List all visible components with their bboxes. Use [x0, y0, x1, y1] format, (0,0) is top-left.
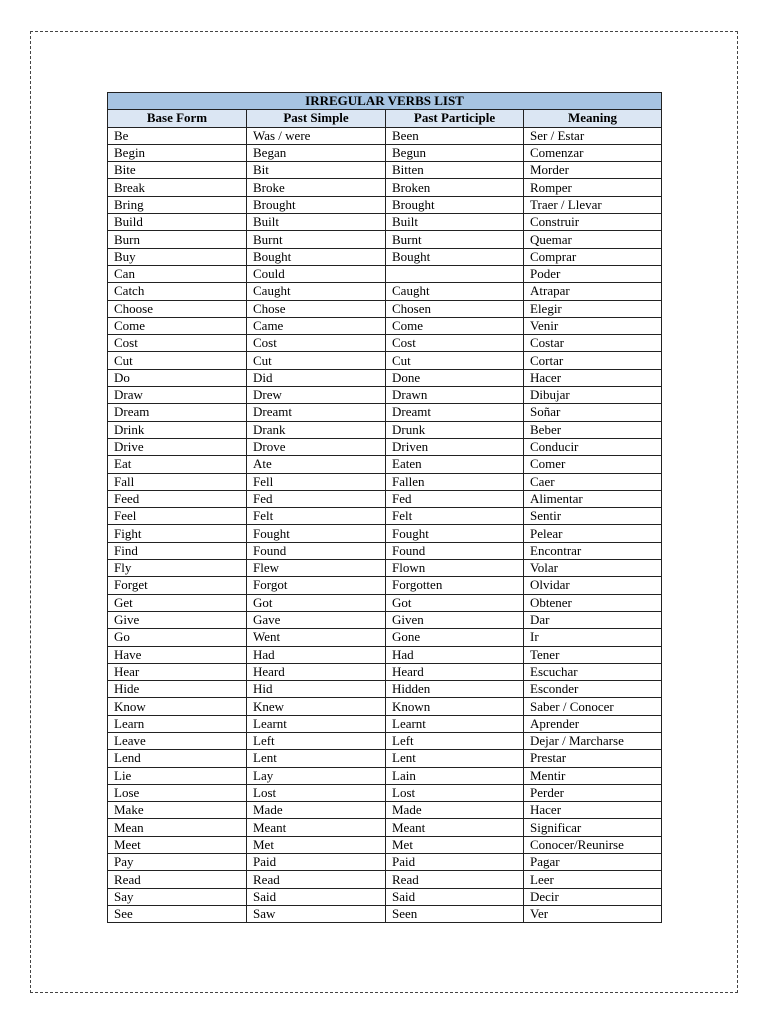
table-row: [108, 335, 662, 352]
base-form-cell: Meet: [108, 836, 247, 853]
base-form-cell: See: [108, 905, 247, 922]
table-row: [108, 144, 662, 161]
past-participle-cell: Heard: [386, 663, 524, 680]
table-row: [108, 369, 662, 386]
base-form-cell: Fly: [108, 560, 247, 577]
past-simple-cell: Could: [247, 265, 386, 282]
table-row: [108, 836, 662, 853]
table-row: [108, 577, 662, 594]
base-form-cell: Eat: [108, 456, 247, 473]
past-participle-cell: [386, 265, 524, 282]
base-form-cell: Lose: [108, 784, 247, 801]
past-participle-cell: Bought: [386, 248, 524, 265]
past-simple-cell: Brought: [247, 196, 386, 213]
table-row: [108, 888, 662, 905]
base-form-cell: Build: [108, 214, 247, 231]
meaning-cell: Soñar: [524, 404, 662, 421]
meaning-cell: Comprar: [524, 248, 662, 265]
meaning-cell: Quemar: [524, 231, 662, 248]
past-participle-cell: Burnt: [386, 231, 524, 248]
past-participle-cell: Flown: [386, 560, 524, 577]
past-participle-cell: Lent: [386, 750, 524, 767]
meaning-cell: Comer: [524, 456, 662, 473]
meaning-cell: Obtener: [524, 594, 662, 611]
meaning-cell: Prestar: [524, 750, 662, 767]
base-form-cell: Begin: [108, 144, 247, 161]
table-row: [108, 767, 662, 784]
past-participle-cell: Built: [386, 214, 524, 231]
meaning-cell: Romper: [524, 179, 662, 196]
past-simple-cell: Came: [247, 317, 386, 334]
past-participle-cell: Given: [386, 611, 524, 628]
past-simple-cell: Bit: [247, 162, 386, 179]
table-row: [108, 681, 662, 698]
base-form-cell: Fight: [108, 525, 247, 542]
past-simple-cell: Went: [247, 629, 386, 646]
past-participle-cell: Seen: [386, 905, 524, 922]
past-simple-cell: Bought: [247, 248, 386, 265]
past-simple-cell: Was / were: [247, 127, 386, 144]
past-simple-cell: Met: [247, 836, 386, 853]
past-simple-cell: Flew: [247, 560, 386, 577]
past-participle-cell: Forgotten: [386, 577, 524, 594]
past-participle-cell: Paid: [386, 854, 524, 871]
base-form-cell: Mean: [108, 819, 247, 836]
header-meaning: Meaning: [524, 110, 662, 127]
past-simple-cell: Lent: [247, 750, 386, 767]
table-row: [108, 421, 662, 438]
table-row: [108, 905, 662, 922]
base-form-cell: Feel: [108, 508, 247, 525]
table-row: [108, 490, 662, 507]
past-simple-cell: Fell: [247, 473, 386, 490]
table-title-row: [108, 93, 662, 110]
meaning-cell: Sentir: [524, 508, 662, 525]
past-simple-cell: Cut: [247, 352, 386, 369]
base-form-cell: Pay: [108, 854, 247, 871]
meaning-cell: Venir: [524, 317, 662, 334]
table-row: [108, 629, 662, 646]
base-form-cell: Buy: [108, 248, 247, 265]
past-simple-cell: Cost: [247, 335, 386, 352]
meaning-cell: Olvidar: [524, 577, 662, 594]
meaning-cell: Comenzar: [524, 144, 662, 161]
past-simple-cell: Drank: [247, 421, 386, 438]
base-form-cell: Go: [108, 629, 247, 646]
meaning-cell: Pagar: [524, 854, 662, 871]
past-simple-cell: Hid: [247, 681, 386, 698]
table-row: [108, 611, 662, 628]
past-participle-cell: Lain: [386, 767, 524, 784]
meaning-cell: Alimentar: [524, 490, 662, 507]
base-form-cell: Lend: [108, 750, 247, 767]
past-participle-cell: Fought: [386, 525, 524, 542]
meaning-cell: Conocer/Reunirse: [524, 836, 662, 853]
past-simple-cell: Lay: [247, 767, 386, 784]
base-form-cell: Break: [108, 179, 247, 196]
past-simple-cell: Read: [247, 871, 386, 888]
table-row: [108, 265, 662, 282]
meaning-cell: Decir: [524, 888, 662, 905]
base-form-cell: Leave: [108, 732, 247, 749]
table-row: [108, 802, 662, 819]
base-form-cell: Dream: [108, 404, 247, 421]
past-simple-cell: Left: [247, 732, 386, 749]
meaning-cell: Elegir: [524, 300, 662, 317]
meaning-cell: Cortar: [524, 352, 662, 369]
table-row: [108, 871, 662, 888]
header-past-simple: Past Simple: [247, 110, 386, 127]
meaning-cell: Traer / Llevar: [524, 196, 662, 213]
base-form-cell: Can: [108, 265, 247, 282]
past-participle-cell: Broken: [386, 179, 524, 196]
meaning-cell: Perder: [524, 784, 662, 801]
meaning-cell: Conducir: [524, 438, 662, 455]
past-participle-cell: Eaten: [386, 456, 524, 473]
table-row: [108, 750, 662, 767]
past-simple-cell: Drove: [247, 438, 386, 455]
table-row: [108, 456, 662, 473]
past-simple-cell: Began: [247, 144, 386, 161]
base-form-cell: Cost: [108, 335, 247, 352]
table-row: [108, 663, 662, 680]
past-participle-cell: Made: [386, 802, 524, 819]
irregular-verbs-table: [107, 92, 662, 923]
meaning-cell: Pelear: [524, 525, 662, 542]
past-participle-cell: Gone: [386, 629, 524, 646]
table-row: [108, 300, 662, 317]
base-form-cell: Fall: [108, 473, 247, 490]
table-row: [108, 404, 662, 421]
past-simple-cell: Built: [247, 214, 386, 231]
past-simple-cell: Drew: [247, 387, 386, 404]
table-body: [108, 127, 662, 923]
past-participle-cell: Said: [386, 888, 524, 905]
base-form-cell: Find: [108, 542, 247, 559]
past-simple-cell: Had: [247, 646, 386, 663]
past-participle-cell: Read: [386, 871, 524, 888]
past-participle-cell: Bitten: [386, 162, 524, 179]
past-participle-cell: Done: [386, 369, 524, 386]
meaning-cell: Encontrar: [524, 542, 662, 559]
past-simple-cell: Burnt: [247, 231, 386, 248]
past-simple-cell: Saw: [247, 905, 386, 922]
past-participle-cell: Hidden: [386, 681, 524, 698]
table-row: [108, 127, 662, 144]
past-participle-cell: Had: [386, 646, 524, 663]
past-participle-cell: Begun: [386, 144, 524, 161]
past-participle-cell: Meant: [386, 819, 524, 836]
table-row: [108, 854, 662, 871]
past-simple-cell: Felt: [247, 508, 386, 525]
meaning-cell: Dejar / Marcharse: [524, 732, 662, 749]
header-past-participle: Past Participle: [386, 110, 524, 127]
table-row: [108, 438, 662, 455]
past-simple-cell: Meant: [247, 819, 386, 836]
meaning-cell: Esconder: [524, 681, 662, 698]
table-row: [108, 525, 662, 542]
table-title: IRREGULAR VERBS LIST: [108, 93, 662, 110]
meaning-cell: Caer: [524, 473, 662, 490]
past-simple-cell: Caught: [247, 283, 386, 300]
past-simple-cell: Chose: [247, 300, 386, 317]
past-simple-cell: Fed: [247, 490, 386, 507]
meaning-cell: Ser / Estar: [524, 127, 662, 144]
table-row: [108, 508, 662, 525]
base-form-cell: Cut: [108, 352, 247, 369]
meaning-cell: Mentir: [524, 767, 662, 784]
base-form-cell: Give: [108, 611, 247, 628]
meaning-cell: Ir: [524, 629, 662, 646]
past-simple-cell: Got: [247, 594, 386, 611]
past-simple-cell: Lost: [247, 784, 386, 801]
table-row: [108, 732, 662, 749]
past-simple-cell: Did: [247, 369, 386, 386]
past-participle-cell: Been: [386, 127, 524, 144]
past-participle-cell: Cost: [386, 335, 524, 352]
table-row: [108, 560, 662, 577]
table-row: [108, 646, 662, 663]
past-simple-cell: Heard: [247, 663, 386, 680]
past-participle-cell: Drawn: [386, 387, 524, 404]
table-row: [108, 162, 662, 179]
past-simple-cell: Found: [247, 542, 386, 559]
meaning-cell: Hacer: [524, 369, 662, 386]
meaning-cell: Beber: [524, 421, 662, 438]
base-form-cell: Learn: [108, 715, 247, 732]
past-participle-cell: Dreamt: [386, 404, 524, 421]
meaning-cell: Poder: [524, 265, 662, 282]
past-participle-cell: Got: [386, 594, 524, 611]
past-simple-cell: Dreamt: [247, 404, 386, 421]
past-simple-cell: Said: [247, 888, 386, 905]
table-row: [108, 387, 662, 404]
past-participle-cell: Driven: [386, 438, 524, 455]
past-participle-cell: Come: [386, 317, 524, 334]
meaning-cell: Dibujar: [524, 387, 662, 404]
meaning-cell: Construir: [524, 214, 662, 231]
past-participle-cell: Found: [386, 542, 524, 559]
table-row: [108, 214, 662, 231]
meaning-cell: Ver: [524, 905, 662, 922]
meaning-cell: Atrapar: [524, 283, 662, 300]
base-form-cell: Hide: [108, 681, 247, 698]
meaning-cell: Aprender: [524, 715, 662, 732]
meaning-cell: Volar: [524, 560, 662, 577]
base-form-cell: Say: [108, 888, 247, 905]
past-participle-cell: Met: [386, 836, 524, 853]
base-form-cell: Be: [108, 127, 247, 144]
base-form-cell: Choose: [108, 300, 247, 317]
meaning-cell: Morder: [524, 162, 662, 179]
meaning-cell: Escuchar: [524, 663, 662, 680]
past-participle-cell: Chosen: [386, 300, 524, 317]
table-row: [108, 594, 662, 611]
base-form-cell: Bring: [108, 196, 247, 213]
past-participle-cell: Left: [386, 732, 524, 749]
past-participle-cell: Cut: [386, 352, 524, 369]
table-row: [108, 715, 662, 732]
past-participle-cell: Fed: [386, 490, 524, 507]
base-form-cell: Do: [108, 369, 247, 386]
table-header-row: [108, 110, 662, 127]
base-form-cell: Have: [108, 646, 247, 663]
base-form-cell: Hear: [108, 663, 247, 680]
past-participle-cell: Learnt: [386, 715, 524, 732]
base-form-cell: Bite: [108, 162, 247, 179]
header-base-form: Base Form: [108, 110, 247, 127]
meaning-cell: Dar: [524, 611, 662, 628]
table-row: [108, 784, 662, 801]
base-form-cell: Feed: [108, 490, 247, 507]
base-form-cell: Burn: [108, 231, 247, 248]
base-form-cell: Get: [108, 594, 247, 611]
base-form-cell: Lie: [108, 767, 247, 784]
table-row: [108, 231, 662, 248]
base-form-cell: Catch: [108, 283, 247, 300]
base-form-cell: Forget: [108, 577, 247, 594]
past-simple-cell: Made: [247, 802, 386, 819]
past-simple-cell: Ate: [247, 456, 386, 473]
base-form-cell: Drive: [108, 438, 247, 455]
past-participle-cell: Lost: [386, 784, 524, 801]
table-row: [108, 283, 662, 300]
meaning-cell: Significar: [524, 819, 662, 836]
meaning-cell: Saber / Conocer: [524, 698, 662, 715]
past-simple-cell: Forgot: [247, 577, 386, 594]
past-simple-cell: Paid: [247, 854, 386, 871]
past-participle-cell: Fallen: [386, 473, 524, 490]
meaning-cell: Hacer: [524, 802, 662, 819]
table-row: [108, 698, 662, 715]
past-participle-cell: Felt: [386, 508, 524, 525]
meaning-cell: Costar: [524, 335, 662, 352]
past-simple-cell: Fought: [247, 525, 386, 542]
meaning-cell: Leer: [524, 871, 662, 888]
past-participle-cell: Brought: [386, 196, 524, 213]
meaning-cell: Tener: [524, 646, 662, 663]
base-form-cell: Know: [108, 698, 247, 715]
table-row: [108, 317, 662, 334]
base-form-cell: Read: [108, 871, 247, 888]
table-row: [108, 819, 662, 836]
past-simple-cell: Gave: [247, 611, 386, 628]
base-form-cell: Come: [108, 317, 247, 334]
base-form-cell: Draw: [108, 387, 247, 404]
past-participle-cell: Caught: [386, 283, 524, 300]
base-form-cell: Make: [108, 802, 247, 819]
base-form-cell: Drink: [108, 421, 247, 438]
table-row: [108, 179, 662, 196]
past-participle-cell: Known: [386, 698, 524, 715]
past-participle-cell: Drunk: [386, 421, 524, 438]
table-row: [108, 352, 662, 369]
table-row: [108, 542, 662, 559]
past-simple-cell: Broke: [247, 179, 386, 196]
table-row: [108, 473, 662, 490]
table-row: [108, 196, 662, 213]
past-simple-cell: Knew: [247, 698, 386, 715]
table-row: [108, 248, 662, 265]
past-simple-cell: Learnt: [247, 715, 386, 732]
